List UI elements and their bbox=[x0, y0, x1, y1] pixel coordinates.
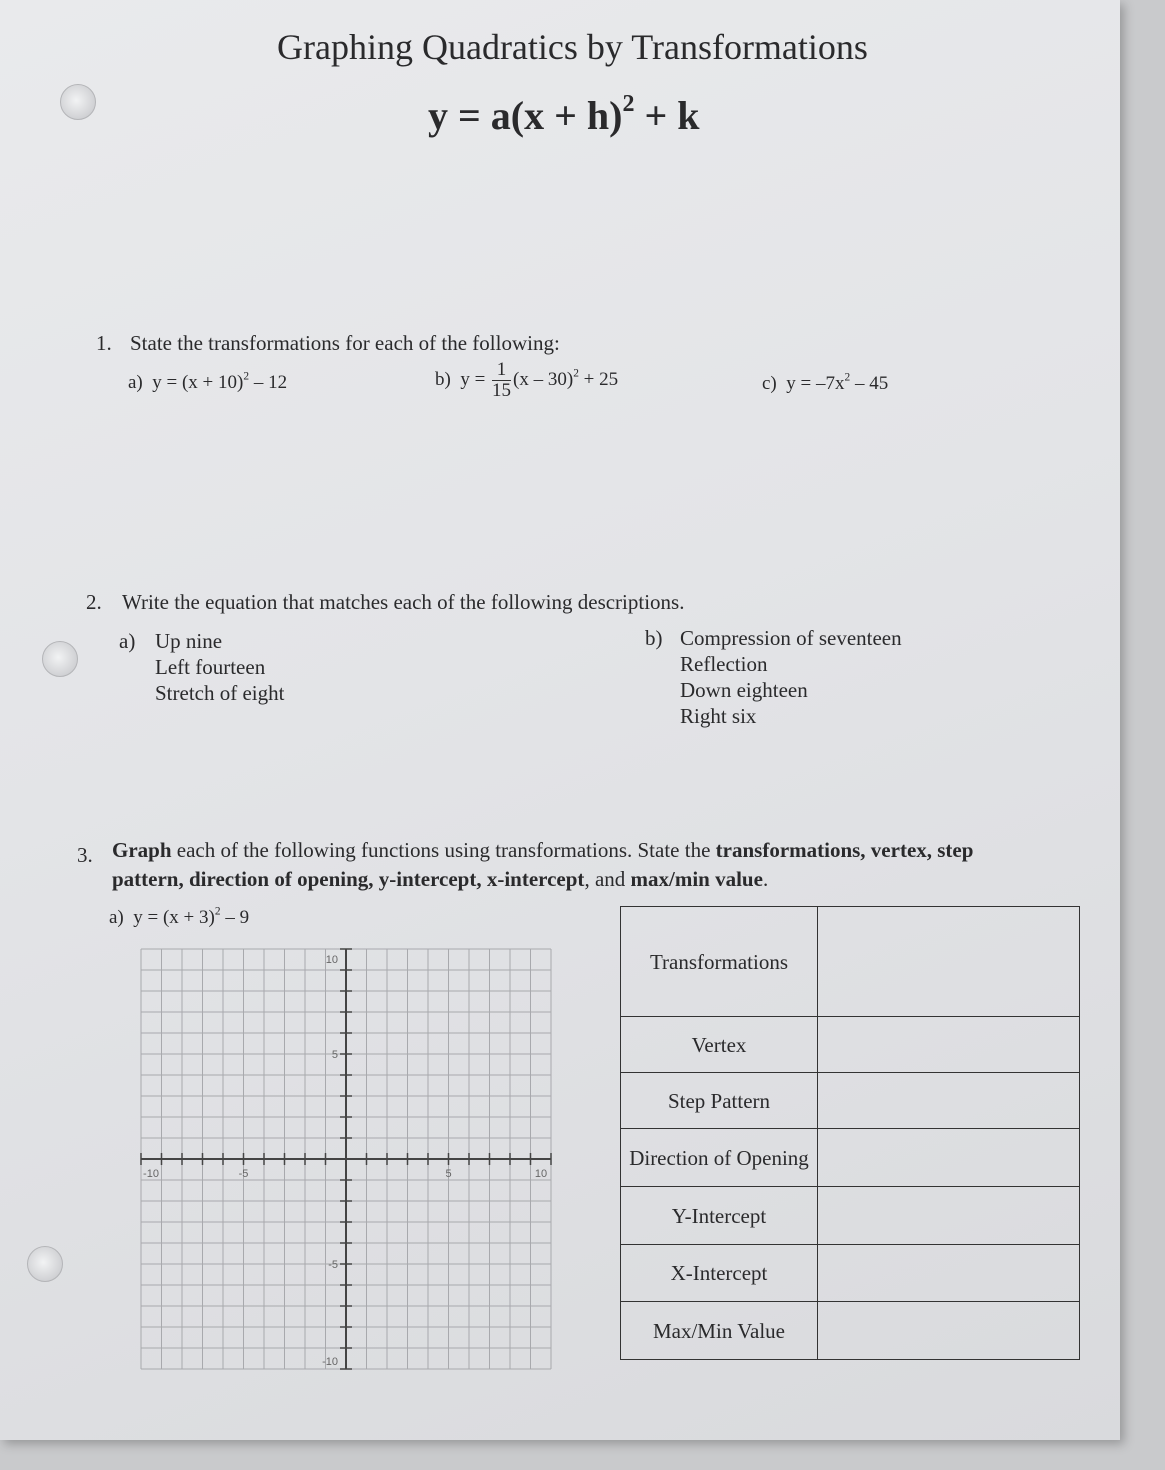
table-row bbox=[621, 1302, 1080, 1360]
q2b-label: b) bbox=[645, 626, 663, 650]
answer-cell-x-intercept[interactable] bbox=[818, 1245, 1080, 1302]
row-label-transformations: Transformations bbox=[621, 907, 818, 1017]
y-tick-label-neg10: -10 bbox=[322, 1356, 338, 1368]
row-label-max-min-value: Max/Min Value bbox=[621, 1302, 818, 1360]
y-tick-label-5: 5 bbox=[331, 1049, 338, 1061]
punch-hole-top bbox=[60, 84, 96, 120]
row-label-vertex: Vertex bbox=[621, 1017, 818, 1073]
table-row bbox=[621, 1129, 1080, 1187]
table-row bbox=[621, 1073, 1080, 1129]
row-label-y-intercept: Y-Intercept bbox=[621, 1187, 818, 1245]
table-row bbox=[621, 1187, 1080, 1245]
q2-number: 2. bbox=[86, 590, 102, 614]
q3a-equation: a) $y = (x + 3)^2 - 9$ bbox=[109, 905, 250, 928]
answer-cell-max-min-value[interactable] bbox=[818, 1302, 1080, 1360]
x-tick-label-neg10: -10 bbox=[143, 1168, 159, 1180]
q1-number: 1. bbox=[96, 331, 112, 355]
punch-hole-middle bbox=[42, 641, 78, 677]
answer-cell-vertex[interactable] bbox=[818, 1017, 1080, 1073]
punch-hole-bottom bbox=[27, 1246, 63, 1282]
answer-cell-y-intercept[interactable] bbox=[818, 1187, 1080, 1245]
q1b-fraction: $\frac{1}{15}$ bbox=[492, 359, 512, 401]
q1b-equation: b) y = $\frac{1}{15}$ (x – 30)$^2$ + 25 bbox=[435, 359, 619, 401]
q1-prompt: State the transformations for each of the following: bbox=[130, 331, 560, 355]
table-row bbox=[621, 1245, 1080, 1302]
row-label-step-pattern: Step Pattern bbox=[621, 1073, 818, 1129]
answer-table bbox=[620, 906, 1080, 1360]
y-tick-label-10: 10 bbox=[325, 954, 338, 966]
answer-cell-transformations[interactable] bbox=[818, 907, 1080, 1017]
q2a-label: a) bbox=[119, 629, 136, 653]
table-row bbox=[621, 1017, 1080, 1073]
q3-number: 3. bbox=[77, 843, 93, 867]
row-label-direction-of-opening: Direction of Opening bbox=[621, 1129, 818, 1187]
q2a-description: Up nine Left fourteen Stretch of eight bbox=[155, 629, 285, 705]
q1c-equation: c) $y = -7x^2 - 45$ bbox=[762, 371, 889, 394]
row-label-x-intercept: X-Intercept bbox=[621, 1245, 818, 1302]
x-tick-label-neg5: -5 bbox=[238, 1168, 249, 1180]
q2b-description: Compression of seventeen Reflection Down eighteen Right six bbox=[680, 626, 902, 728]
q3-prompt: Graph each of the following functions using transformations. State the transformations, vertex, step pattern, direction of opening, y-intercept, x-intercept, and max/min value. bbox=[112, 838, 974, 891]
q2-prompt: Write the equation that matches each of the following descriptions. bbox=[122, 590, 685, 614]
q1a-equation: a) $y = (x + 10)^2 - 12$ bbox=[128, 370, 288, 393]
table-row bbox=[621, 907, 1080, 1017]
coordinate-grid[interactable] bbox=[136, 944, 556, 1374]
answer-cell-direction-of-opening[interactable] bbox=[818, 1129, 1080, 1187]
y-tick-label-neg5: -5 bbox=[328, 1259, 338, 1271]
x-tick-label-5: 5 bbox=[445, 1168, 452, 1180]
vertex-form-formula: $y = a(x + h)^2 + k$ bbox=[428, 91, 700, 138]
answer-cell-step-pattern[interactable] bbox=[818, 1073, 1080, 1129]
x-tick-label-10: 10 bbox=[534, 1168, 548, 1180]
worksheet-title: Graphing Quadratics by Transformations bbox=[277, 27, 868, 67]
